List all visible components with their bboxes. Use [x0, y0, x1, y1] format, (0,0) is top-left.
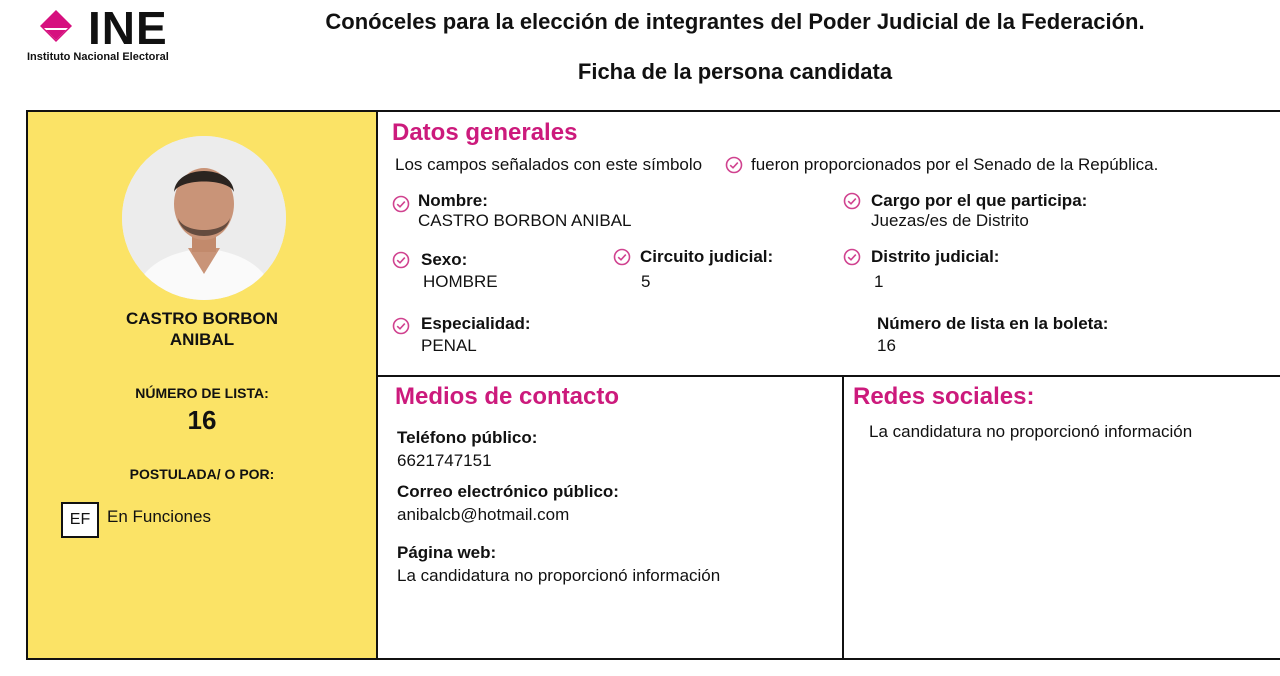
- list-number-label: NÚMERO DE LISTA:: [135, 385, 269, 401]
- contacto-title: Medios de contacto: [395, 383, 620, 410]
- nominated-by-label: POSTULADA/ O POR:: [129, 466, 275, 482]
- cargo-label: Cargo por el que participa:: [871, 191, 1088, 210]
- datos-generales-title: Datos generales: [392, 119, 578, 146]
- datos-note: fueron proporcionados por el Senado de la República.: [751, 155, 1159, 174]
- check-circle-icon: [725, 156, 743, 174]
- numero-boleta-value: 16: [877, 336, 896, 355]
- correo-label: Correo electrónico público:: [397, 482, 619, 501]
- especialidad-label: Especialidad:: [421, 314, 531, 333]
- nominated-by-badge: EF: [61, 502, 99, 538]
- ine-logo-subtitle: Instituto Nacional Electoral: [27, 51, 169, 63]
- candidate-photo: [122, 136, 286, 300]
- sexo-value: HOMBRE: [423, 272, 498, 291]
- sexo-label: Sexo:: [421, 250, 468, 269]
- person-photo-icon: [122, 136, 286, 300]
- list-number-value: 16: [187, 405, 217, 435]
- page-title: Conóceles para la elección de integrantes del Poder Judicial de la Federación.: [325, 9, 1145, 34]
- check-circle-icon: [392, 251, 410, 269]
- check-circle-icon: [843, 248, 861, 266]
- nombre-label: Nombre:: [418, 191, 488, 210]
- section-divider: [376, 375, 1280, 377]
- check-circle-icon: [392, 195, 410, 213]
- page-subtitle: Ficha de la persona candidata: [577, 59, 893, 84]
- circuito-label: Circuito judicial:: [640, 247, 774, 266]
- ine-logo-text: INE: [88, 2, 168, 54]
- candidate-name: CASTRO BORBON: [125, 309, 279, 328]
- section-divider: [842, 377, 844, 658]
- candidate-name: ANIBAL: [169, 330, 235, 349]
- nominated-by-value: En Funciones: [107, 507, 211, 526]
- redes-sociales-title: Redes sociales:: [853, 383, 1035, 410]
- pagina-web-value: La candidatura no proporcionó información: [397, 566, 721, 585]
- distrito-value: 1: [874, 272, 884, 291]
- check-circle-icon: [392, 317, 410, 335]
- pagina-web-label: Página web:: [397, 543, 497, 562]
- check-circle-icon: [843, 192, 861, 210]
- correo-value: anibalcb@hotmail.com: [397, 505, 570, 524]
- especialidad-value: PENAL: [421, 336, 477, 355]
- nombre-value: CASTRO BORBON ANIBAL: [418, 211, 632, 230]
- redes-sociales-value: La candidatura no proporcionó información: [869, 422, 1193, 441]
- telefono-label: Teléfono público:: [397, 428, 538, 447]
- ine-logo-diamond-icon: [40, 10, 72, 42]
- circuito-value: 5: [641, 272, 651, 291]
- cargo-value: Juezas/es de Distrito: [871, 211, 1029, 230]
- distrito-label: Distrito judicial:: [871, 247, 1000, 266]
- check-circle-icon: [613, 248, 631, 266]
- numero-boleta-label: Número de lista en la boleta:: [877, 314, 1109, 333]
- telefono-value: 6621747151: [397, 451, 492, 470]
- datos-note: Los campos señalados con este símbolo: [395, 155, 703, 174]
